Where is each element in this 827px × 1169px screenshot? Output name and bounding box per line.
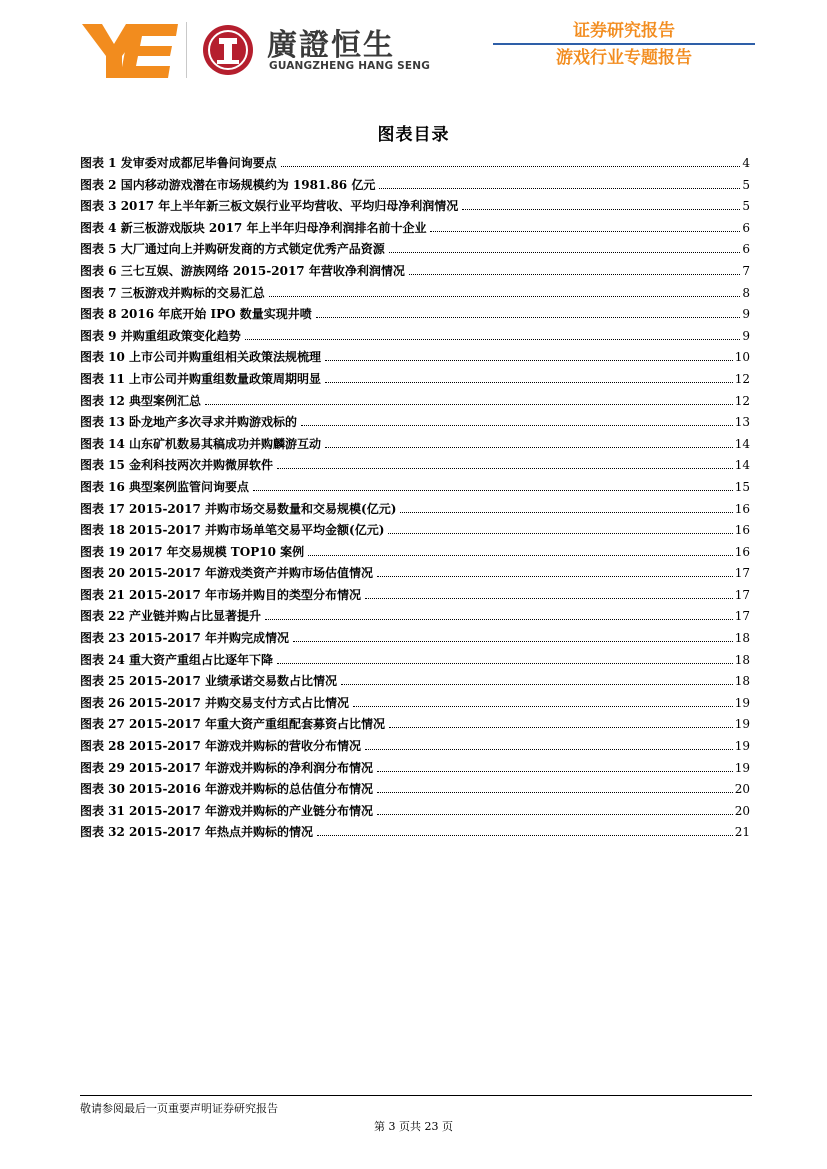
toc-entry[interactable] (80, 456, 750, 478)
toc-entry[interactable] (80, 802, 750, 824)
toc-entry[interactable] (80, 500, 750, 522)
toc-entry[interactable] (80, 327, 750, 349)
toc-leader-dots (308, 555, 733, 556)
toc-entry[interactable] (80, 564, 750, 586)
report-header (493, 20, 755, 69)
report-type: 证券研究报告 (573, 21, 675, 41)
toc-leader-dots (265, 619, 733, 620)
toc-leader-dots (377, 771, 733, 772)
toc-entry-label: 图表 6 三七互娱、游族网络 2015-2017 年营收净利润情况 (80, 263, 405, 278)
toc-entry[interactable] (80, 240, 750, 262)
toc-entry-page: 15 (734, 479, 750, 494)
toc-entry-page: 18 (734, 674, 750, 689)
toc-entry[interactable] (80, 823, 750, 845)
toc-entry-page: 12 (734, 371, 750, 386)
toc-entry-label: 图表 28 2015-2017 年游戏并购标的营收分布情况 (80, 739, 362, 754)
toc-entry[interactable] (80, 586, 750, 608)
toc-leader-dots (388, 533, 732, 534)
toc-entry-page: 14 (734, 436, 750, 451)
toc-leader-dots (325, 447, 733, 448)
toc-entry-page: 18 (734, 652, 750, 667)
company-logo (80, 18, 442, 80)
toc-entry-page: 17 (734, 609, 750, 624)
toc-leader-dots (462, 209, 740, 210)
toc-entry-label: 图表 25 2015-2017 业绩承诺交易数占比情况 (80, 674, 338, 689)
toc-leader-dots (379, 188, 740, 189)
toc-entry-page: 16 (734, 523, 750, 538)
toc-entry-label: 图表 29 2015-2017 年游戏并购标的净利润分布情况 (80, 760, 374, 775)
toc-leader-dots (269, 296, 741, 297)
toc-leader-dots (409, 274, 741, 275)
toc-entry-label: 图表 5 大厂通过向上并购研发商的方式锁定优秀产品资源 (80, 242, 385, 257)
toc-entry[interactable] (80, 780, 750, 802)
toc-entry[interactable] (80, 478, 750, 500)
toc-entry[interactable] (80, 435, 750, 457)
toc-entry-label: 图表 17 2015-2017 并购市场交易数量和交易规模(亿元) (80, 501, 397, 516)
toc-entry-page: 5 (742, 177, 750, 192)
toc-entry[interactable] (80, 672, 750, 694)
toc-entry-label: 图表 21 2015-2017 年市场并购目的类型分布情况 (80, 587, 362, 602)
toc-leader-dots (317, 835, 733, 836)
toc-entry-label: 图表 13 卧龙地产多次寻求并购游戏标的 (80, 415, 298, 430)
toc-leader-dots (325, 360, 733, 361)
toc-entry-label: 图表 26 2015-2017 并购交易支付方式占比情况 (80, 695, 350, 710)
toc-entry-label: 图表 15 金利科技两次并购微屏软件 (80, 458, 274, 473)
footer-rule (80, 1095, 752, 1096)
report-subject: 游戏行业专题报告 (556, 48, 692, 68)
toc-leader-dots (365, 749, 733, 750)
toc-entry[interactable] (80, 305, 750, 327)
toc-leader-dots (430, 231, 740, 232)
logo-divider (186, 22, 187, 78)
toc-leader-dots (301, 425, 733, 426)
toc-entry-page: 19 (734, 695, 750, 710)
ye-logo-icon (80, 20, 180, 80)
toc-leader-dots (253, 490, 733, 491)
toc-entry-label: 图表 31 2015-2017 年游戏并购标的产业链分布情况 (80, 803, 374, 818)
toc-entry[interactable] (80, 759, 750, 781)
toc-entry[interactable] (80, 176, 750, 198)
brand-name-cn: 廣證恒生 (267, 28, 395, 63)
toc-leader-dots (377, 814, 733, 815)
toc-entry[interactable] (80, 154, 750, 176)
toc-entry-page: 9 (742, 328, 750, 343)
toc-leader-dots (316, 317, 741, 318)
toc-entry-page: 13 (734, 415, 750, 430)
toc-entry-label: 图表 27 2015-2017 年重大资产重组配套募资占比情况 (80, 717, 386, 732)
toc-entry-page: 5 (742, 199, 750, 214)
toc-leader-dots (325, 382, 733, 383)
toc-entry-label: 图表 11 上市公司并购重组数量政策周期明显 (80, 371, 322, 386)
toc-entry-label: 图表 24 重大资产重组占比逐年下降 (80, 652, 274, 667)
toc-entry[interactable] (80, 607, 750, 629)
toc-entry-label: 图表 19 2017 年交易规模 TOP10 案例 (80, 544, 305, 559)
toc-entry-page: 20 (734, 782, 750, 797)
toc-entry-page: 21 (734, 825, 750, 840)
toc-entry[interactable] (80, 348, 750, 370)
seal-icon (202, 24, 254, 76)
toc-leader-dots (281, 166, 741, 167)
toc-entry-label: 图表 3 2017 年上半年新三板文娱行业平均营收、平均归母净利润情况 (80, 199, 459, 214)
footer-disclaimer: 敬请参阅最后一页重要声明证券研究报告 (80, 1102, 278, 1115)
toc-entry-label: 图表 1 发审委对成都尼毕鲁问询要点 (80, 156, 277, 170)
toc-leader-dots (205, 404, 733, 405)
toc-entry-label: 图表 20 2015-2017 年游戏类资产并购市场估值情况 (80, 566, 374, 581)
toc-entry[interactable] (80, 629, 750, 651)
toc-entry-label: 图表 2 国内移动游戏潜在市场规模约为 1981.86 亿元 (80, 177, 376, 192)
toc-entry-label: 图表 22 产业链并购占比显著提升 (80, 609, 262, 624)
toc-entry[interactable] (80, 370, 750, 392)
toc-entry[interactable] (80, 284, 750, 306)
toc-leader-dots (377, 792, 733, 793)
toc-leader-dots (353, 706, 733, 707)
toc-entry[interactable] (80, 262, 750, 284)
toc-leader-dots (293, 641, 733, 642)
toc-entry-label: 图表 23 2015-2017 年并购完成情况 (80, 631, 290, 646)
toc-leader-dots (377, 576, 733, 577)
toc-leader-dots (365, 598, 733, 599)
toc-entry-label: 图表 9 并购重组政策变化趋势 (80, 328, 241, 343)
toc-entry-page: 6 (742, 220, 750, 235)
toc-entry-page: 10 (734, 350, 750, 365)
toc-entry-page: 17 (734, 587, 750, 602)
toc-leader-dots (389, 727, 733, 728)
toc-entry[interactable] (80, 715, 750, 737)
toc-entry[interactable] (80, 651, 750, 673)
toc-entry-page: 17 (734, 566, 750, 581)
toc-leader-dots (277, 468, 733, 469)
toc-list (80, 154, 750, 845)
toc-entry-page: 4 (742, 156, 750, 170)
toc-entry-label: 图表 16 典型案例监管问询要点 (80, 479, 250, 494)
toc-entry-page: 14 (734, 458, 750, 473)
toc-entry[interactable] (80, 694, 750, 716)
toc-entry-label: 图表 30 2015-2016 年游戏并购标的总估值分布情况 (80, 782, 374, 797)
toc-entry-label: 图表 8 2016 年底开始 IPO 数量实现井喷 (80, 307, 312, 322)
toc-entry[interactable] (80, 521, 750, 543)
toc-entry-label: 图表 32 2015-2017 年热点并购标的情况 (80, 825, 314, 840)
toc-entry-page: 19 (734, 717, 750, 732)
toc-entry[interactable] (80, 392, 750, 414)
toc-entry-label: 图表 14 山东矿机数易其稿成功并购麟游互动 (80, 436, 322, 451)
toc-entry-page: 16 (734, 501, 750, 516)
toc-entry-page: 9 (742, 307, 750, 322)
toc-entry[interactable] (80, 219, 750, 241)
toc-leader-dots (389, 252, 741, 253)
toc-entry-page: 18 (734, 631, 750, 646)
toc-entry[interactable] (80, 737, 750, 759)
toc-entry-label: 图表 4 新三板游戏版块 2017 年上半年归母净利润排名前十企业 (80, 220, 427, 235)
toc-leader-dots (245, 339, 741, 340)
toc-entry-page: 6 (742, 242, 750, 257)
toc-entry[interactable] (80, 543, 750, 565)
toc-leader-dots (277, 663, 733, 664)
toc-entry[interactable] (80, 197, 750, 219)
toc-entry-page: 19 (734, 739, 750, 754)
toc-entry-label: 图表 12 典型案例汇总 (80, 393, 202, 408)
toc-title: 图表目录 (377, 125, 450, 145)
toc-entry-page: 19 (734, 760, 750, 775)
toc-entry-label: 图表 7 三板游戏并购标的交易汇总 (80, 285, 265, 300)
toc-entry[interactable] (80, 413, 750, 435)
header-rule (493, 43, 755, 45)
toc-entry-page: 8 (742, 285, 750, 300)
toc-entry-page: 7 (742, 263, 750, 278)
toc-leader-dots (400, 512, 732, 513)
page-number: 第 3 页共 23 页 (374, 1120, 453, 1133)
brand-name-en: GUANGZHENG HANG SENG (269, 60, 431, 72)
toc-entry-page: 16 (734, 544, 750, 559)
toc-entry-label: 图表 10 上市公司并购重组相关政策法规梳理 (80, 350, 322, 365)
toc-entry-label: 图表 18 2015-2017 并购市场单笔交易平均金额(亿元) (80, 523, 385, 538)
toc-leader-dots (341, 684, 733, 685)
toc-entry-page: 12 (734, 393, 750, 408)
toc-entry-page: 20 (734, 803, 750, 818)
